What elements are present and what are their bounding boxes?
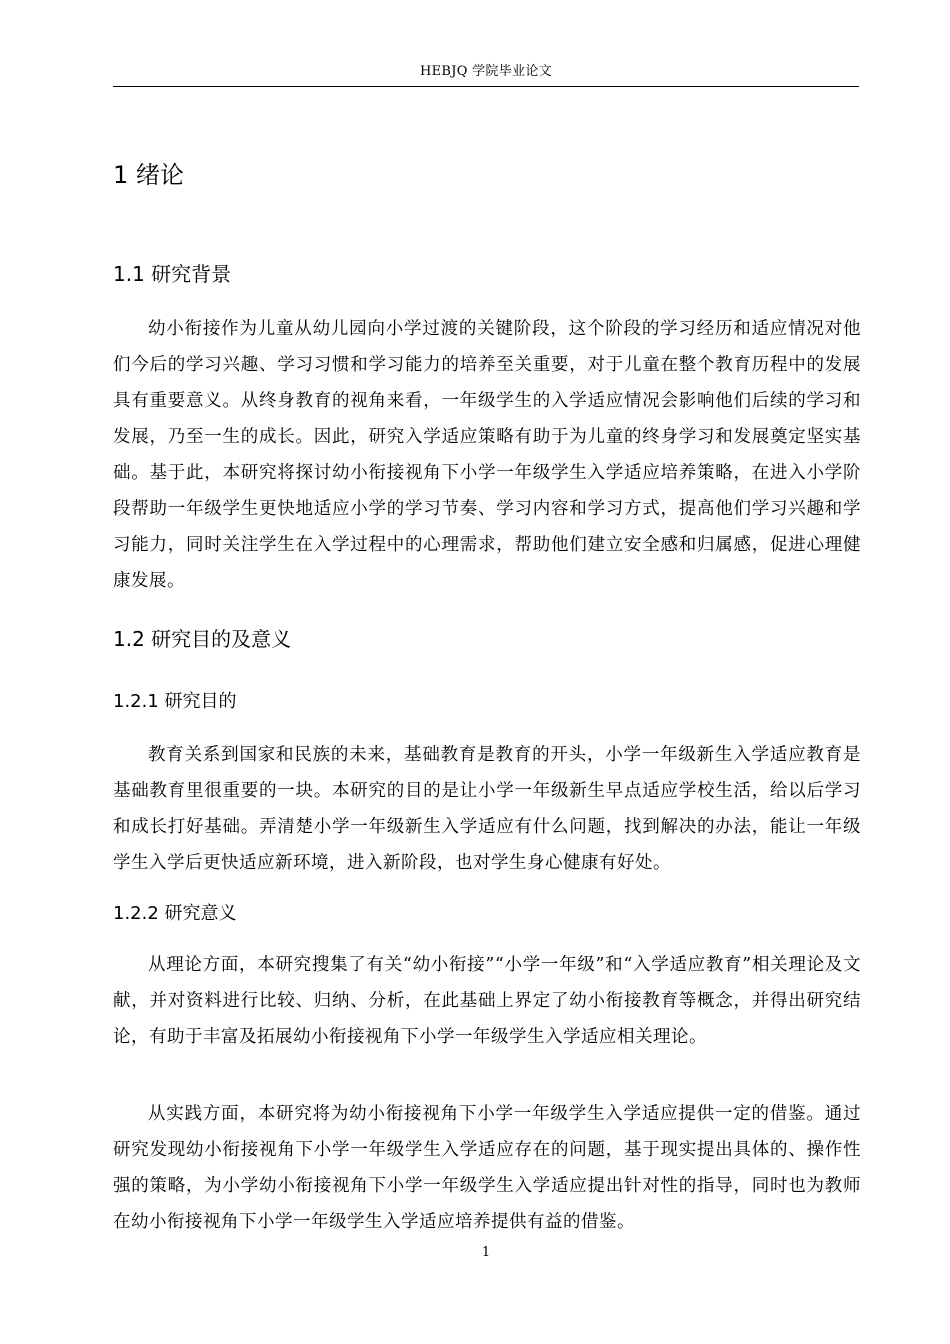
paragraph-significance-theory: 从理论方面，本研究搜集了有关“幼小衔接”“小学一年级”和“入学适应教育”相关理论及文献，并对资料进行比较、归纳、分析，在此基础上界定了幼小衔接教育等概念，并得出研究结论，有助于丰富及拓展幼小衔接视角下小学一年级学生入学适应相关理论。 — [113, 955, 861, 1047]
subsection-heading-purpose: 1.2.1 研究目的 — [113, 691, 237, 712]
page-number: 1 — [481, 1245, 491, 1260]
section-heading-background: 1.1 研究背景 — [113, 262, 232, 286]
section-heading-purpose-significance: 1.2 研究目的及意义 — [113, 627, 292, 651]
paragraph-purpose: 教育关系到国家和民族的未来，基础教育是教育的开头，小学一年级新生入学适应教育是基础教育里很重要的一块。本研究的目的是让小学一年级新生早点适应学校生活，给以后学习和成长打好基础。弄清楚小学一年级新生入学适应有什么问题，找到解决的办法，能让一年级学生入学后更快适应新环境，进入新阶段，也对学生身心健康有好处。 — [113, 745, 861, 873]
paragraph-background: 幼小衔接作为儿童从幼儿园向小学过渡的关键阶段，这个阶段的学习经历和适应情况对他们今后的学习兴趣、学习习惯和学习能力的培养至关重要，对于儿童在整个教育历程中的发展具有重要意义。从终身教育的视角来看，一年级学生的入学适应情况会影响他们后续的学习和发展，乃至一生的成长。因此，研究入学适应策略有助于为儿童的终身学习和发展奠定坚实基础。基于此，本研究将探讨幼小衔接视角下小学一年级学生入学适应培养策略，在进入小学阶段帮助一年级学生更快地适应小学的学习节奏、学习内容和学习方式，提高他们学习兴趣和学习能力，同时关注学生在入学过程中的心理需求，帮助他们建立安全感和归属感，促进心理健康发展。 — [113, 319, 861, 591]
page-header: HEBJQ 学院毕业论文 — [420, 64, 552, 79]
paragraph-significance-practice: 从实践方面，本研究将为幼小衔接视角下小学一年级学生入学适应提供一定的借鉴。通过研究发现幼小衔接视角下小学一年级学生入学适应存在的问题，基于现实提出具体的、操作性强的策略，为小学幼小衔接视角下小学一年级学生入学适应提出针对性的指导，同时也为教师在幼小衔接视角下小学一年级学生入学适应培养提供有益的借鉴。 — [113, 1104, 861, 1232]
chapter-title: 1 绪论 — [113, 161, 184, 189]
subsection-heading-significance: 1.2.2 研究意义 — [113, 903, 237, 924]
header-divider — [113, 86, 859, 87]
